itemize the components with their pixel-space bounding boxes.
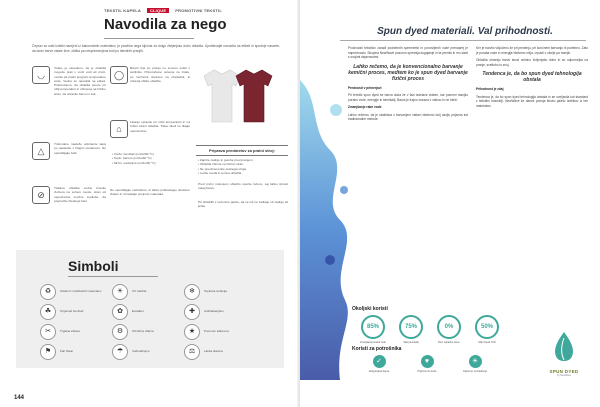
care-text-2: Barvni tisk po pranju ne smemo sušiti v sušilniku. Priporočamo sušenje na zraku, po možnosti obešeno na obešalnik, ki ohranja obliko oblačila. (130, 66, 190, 83)
stat-ring: 50% (475, 315, 499, 339)
stat-caption: Zmanjšana poraba vode (360, 341, 386, 344)
symbols-title: Simboli (68, 258, 119, 274)
paragraph: Lahko rečemo, da je obdelava z barvanjem vlaken bistveno bolj okolju prijazna kot tradicionalne metode. (348, 112, 468, 121)
plus-icon: ✚ (184, 304, 200, 320)
star-icon: ★ (184, 324, 200, 340)
dryer-icon: ◯ (110, 66, 128, 84)
stats-title: Okoljski koristi (352, 306, 388, 312)
symbol-item (40, 304, 102, 320)
care-text-8: Pri oblačilih z vezenino pazite, da se niti ne zatikajo ob zadrge ali ježke. (198, 200, 288, 209)
care-text-4: Trdovratne madeže odstranite takoj po nastanku z blagim sredstvom. Ne uporabljajte belil. (54, 142, 106, 155)
symbol-label: Premium kakovost (204, 329, 229, 334)
prep-item: • Zaprite zadrge in gumbe pred pranjem. (198, 158, 254, 162)
brand-label: TEKSTIL KAPELA (104, 8, 141, 13)
prep-subtitle: Priprava predmetov za pralni stroj: (196, 145, 288, 156)
symbol-label: Toplotna izolacija (204, 289, 227, 294)
bleach-icon: △ (32, 142, 50, 160)
symbol-item (112, 284, 174, 300)
symbols-panel (16, 250, 284, 368)
symbol-label: Fair Wear (60, 349, 74, 354)
top-strip (104, 8, 222, 13)
spun-dyed-logo (540, 330, 588, 377)
benefit-caption: Prijazno do kože (417, 370, 437, 373)
wash-icon: ◡ (32, 66, 50, 84)
care-text-7: Pred prvim nošenjem oblačilo operite ločeno, saj lahko izpusti nekaj barve. (198, 182, 288, 191)
title-rule (104, 38, 194, 39)
prep-item: • Ločite svetla in temna oblačila. (198, 171, 243, 176)
symbol-label: Organski bombaž (60, 309, 84, 314)
stat-ring: 75% (399, 315, 423, 339)
stat-caption: Nižji izpusti CO2 (478, 341, 496, 344)
flag-icon: ⚑ (40, 344, 56, 360)
symbols-rule (68, 276, 158, 277)
article-column-2 (476, 46, 588, 111)
benefit-item (358, 355, 400, 373)
umbrella-icon: ☂ (112, 344, 128, 360)
stat-item (358, 315, 388, 344)
right-page (300, 0, 600, 407)
stat-item (472, 315, 502, 344)
intro-text: Čeprav so naši izdelki narejeni iz kakovostnih materialov, je pravilna nega ključna za dolgo življenjsko dobo oblačila. Upoštevajte navodila na etiketi in spodnje nasvete, da bodo barve ostale žive, oblika pa nespremenjena tudi po številnih pranjih. (32, 44, 280, 53)
symbol-label: Tehnična vlakna (132, 329, 154, 334)
flower-icon: ✿ (112, 304, 128, 320)
prep-list (198, 158, 288, 176)
temperature-item: • Mrzlo: mešanica (mrzlo/30 °C) (112, 160, 156, 165)
snowflake-icon: ❄ (184, 284, 200, 300)
benefit-caption: Odporno na bledenje (462, 370, 488, 373)
subheading: Prednosti v primerjavi (348, 85, 382, 90)
gear-icon: ⚙ (112, 324, 128, 340)
care-text-1: Vsako je navedeno, da je oblačila mogoče prati v vroči vodi ali vrvici, morda pa pralni program temperature vode. Vedno so navodila na etiketi. Priporočamo, da oblačila perete pri nižji temperaturi in obrnjena na hrbtno stran, da ohranite barvo in tisk. (54, 66, 106, 96)
sun-icon: ☀ (112, 284, 128, 300)
symbol-label: Trgalna etiketa (60, 329, 80, 334)
temperature-item: • Toplo: barvno (mrzlo/40 °C) (112, 156, 152, 161)
pull-quote: Lahko rečemo, da je konvencionalno barvanje kemični proces, medtem ko je spun dyed barvanje fizični proces (348, 63, 468, 82)
page-title: Navodila za nego (104, 16, 227, 33)
article-title: Spun dyed materiali. Val prihodnosti. (377, 26, 553, 37)
symbol-label: Izdelki iz recikliranih materialov (60, 289, 102, 294)
leaf-icon: ☘ (40, 304, 56, 320)
sun-icon: ☀ (469, 355, 482, 368)
symbol-label: Lahka tkanina (204, 349, 223, 354)
recycle-icon: ♻ (40, 284, 56, 300)
prep-item: • Oblačila obrnite na hrbtno stran. (198, 162, 244, 167)
benefit-item (454, 355, 496, 373)
paragraph: Ker je barvilo vključeno že pri predenju, pri končnem barvanju ni potrebno. Zato je poraba vode in energije bistveno nižja, izpusti v okolje pa manjši. (476, 46, 588, 55)
care-text-5: Tiskana oblačila vedno hranite zložena na suhem mestu, stran od neposredne sončne svetlobe, da preprečite bledenje barv. (54, 186, 106, 203)
logo-text: SPUN DYED (549, 369, 579, 374)
benefit-item (406, 355, 448, 373)
paragraph: Proizvodni tekstilov zaradi podnebnih sprememb in ponovljenih vode prenaprej je napredovalo. Skupina NewWave pozorno spremlja dogajanje in ta premik in mu sledi s svojimi dejavnostmi. (348, 46, 468, 59)
tshirts-image (194, 66, 284, 126)
benefits-title: Koristi za potrošnika (352, 346, 402, 352)
symbol-item (40, 284, 102, 300)
stat-caption: Manj kemikalij (403, 341, 419, 344)
stat-caption: Brez odpadne barve (438, 341, 460, 344)
symbol-label: UV zaščita (132, 289, 147, 294)
stat-item (434, 315, 464, 344)
symbol-label: Antibakterijsko (204, 309, 224, 314)
care-text-3: Likanje opravite pri nizki temperaturi in na hrbtni strani oblačila. Tiska nikoli ne likajte neposredno. (130, 120, 190, 133)
scale-icon: ⚖ (184, 344, 200, 360)
symbol-item (184, 344, 246, 360)
symbol-item (112, 304, 174, 320)
stat-item (396, 315, 426, 344)
pull-quote: Tendenca je, da bo spun dyed tehnologija obstala (482, 71, 582, 83)
paragraph: Oblačila ohranijo barvo skozi celotno življenjsko dobo in so odpornejša na pranje, svetlobo in znoj. (476, 58, 588, 67)
iron-icon: ⌂ (110, 120, 128, 138)
page-number: 144 (14, 395, 25, 401)
symbol-item (184, 304, 246, 320)
stat-ring: 0% (437, 315, 461, 339)
symbol-item (184, 284, 246, 300)
title-rule (340, 40, 586, 41)
stat-ring: 85% (361, 315, 385, 339)
clique-tag: CLIQUE (147, 8, 169, 13)
scissors-icon: ✂ (40, 324, 56, 340)
symbol-label: Ecolabel (132, 309, 144, 314)
symbol-label: Vodoodbojno (132, 349, 150, 354)
article-column-1 (348, 46, 468, 125)
prep-item: • Ne preobremenite pralnega stroja. (198, 166, 247, 171)
symbol-item (184, 324, 246, 340)
heart-icon: ♥ (421, 355, 434, 368)
symbol-item (112, 324, 174, 340)
temperature-item: • Vroče: bombaž (mrzlo/60 °C) (112, 152, 154, 156)
temperature-list (112, 152, 192, 165)
logo-subtext: by NewWave (557, 374, 571, 377)
benefit-caption: Dolgotrajna barva (368, 370, 390, 373)
dry-clean-icon: ⊘ (32, 186, 50, 204)
symbol-item (40, 324, 102, 340)
symbol-item (40, 344, 102, 360)
paragraph: Pri tehniki spun dyed se barva doda že v fazi izdelave vlaken, kar pomeni manjšo porabo vode, energije in kemikalij. Barva je trajno vezana v vlakno in ne bledi. (348, 93, 468, 102)
paragraph: Tendenca je, da bo spun dyed tehnologija obstala in se uveljavila kot standard v tekstilni industriji. NewWave že danes ponuja široko paleto izdelkov iz teh materialov. (476, 94, 588, 108)
symbol-item (112, 344, 174, 360)
subheading: Prihodnost je zdaj (476, 87, 504, 91)
section-label: PROMOTIVNI TEKSTIL (175, 8, 222, 13)
care-text-6: Ne uporabljajte mehčalcev, ki lahko poškodujejo strukturo vlaken in zmanjšajo vpojnost materiala. (110, 188, 190, 197)
subheading: Zmanjšanje rabe vode (348, 105, 382, 109)
check-icon: ✓ (373, 355, 386, 368)
leaf-drop-icon (551, 330, 577, 364)
